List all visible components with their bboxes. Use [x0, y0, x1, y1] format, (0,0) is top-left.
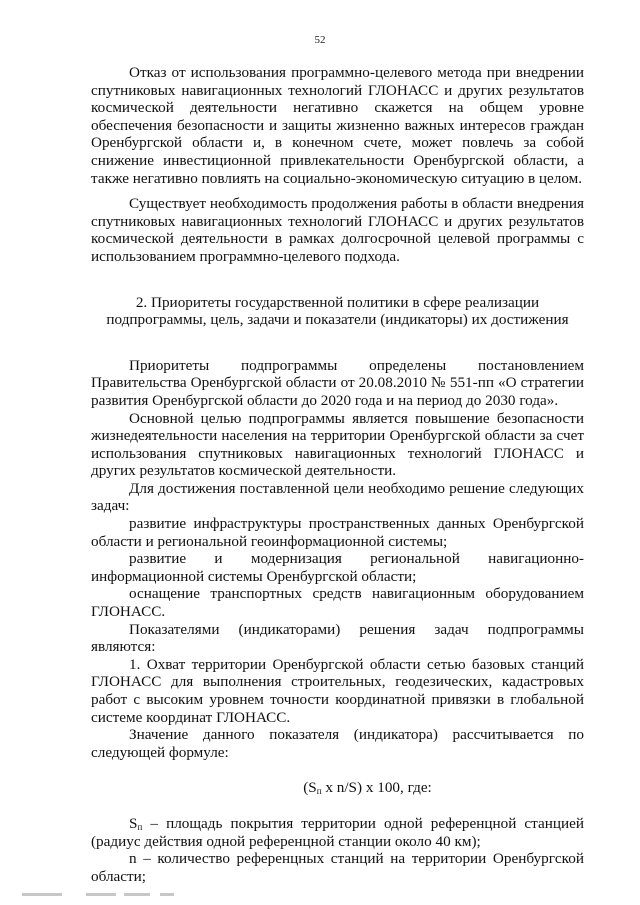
list-item: развитие инфраструктуры пространственных данных Оренбургской области и региональной геоинформационной системы;	[91, 515, 584, 550]
list-item: оснащение транспортных средств навигационным оборудованием ГЛОНАСС.	[91, 585, 584, 621]
formula-rest: х n/S) х 100, где:	[321, 779, 432, 797]
list-item: развитие и модернизация региональной навигационно-информационной системы Оренбургской области;	[91, 550, 584, 585]
section-heading: 2. Приоритеты государственной политики в сфере реализации подпрограммы, цель, задачи и показатели (индикаторы) их достижения	[106, 293, 569, 329]
sp-text: – площадь покрытия территории одной референцной станцией (радиус действия одной референцной станции около 40 км);	[91, 814, 584, 850]
sp-symbol: S	[129, 814, 138, 832]
page-number: 52	[314, 34, 326, 46]
formula-open: (S	[303, 779, 317, 797]
paragraph: Приоритеты подпрограммы определены постановлением Правительства Оренбургской области от 20.08.2010 № 551-пп «О стратегии развития Оренбургской области до 2020 года и на период до 2030 года».	[91, 356, 584, 409]
footer-scan-marks	[0, 893, 640, 899]
paragraph: 1. Охват территории Оренбургской области сетью базовых станций ГЛОНАСС для выполнения строительных, геодезических, кадастровых работ с высоким уровнем точности координатной привязки в глобальной системе координат ГЛОНАСС.	[91, 655, 584, 726]
formula-subscript: п	[316, 786, 322, 797]
paragraph: Показателями (индикаторами) решения задач подпрограммы являются:	[91, 620, 584, 656]
definition-sp	[91, 815, 584, 850]
sp-subscript: п	[137, 821, 143, 832]
formula	[91, 779, 584, 797]
paragraph: Отказ от использования программно-целевого метода при внедрении спутниковых навигационных технологий ГЛОНАСС и других результатов космической деятельности негативно скажется на общем уровне обеспечения безопасности и защиты жизненно важных интересов граждан Оренбургской области и, в конечном счете, может повлечь за собой снижение инвестиционной привлекательности Оренбургской области, а также негативно повлиять на социально-экономическую ситуацию в целом.	[91, 64, 584, 187]
paragraph: Существует необходимость продолжения работы в области внедрения спутниковых навигационных технологий ГЛОНАСС и других результатов космической деятельности в рамках долгосрочной целевой программы с использованием программно-целевого подхода.	[91, 195, 584, 265]
paragraph: Значение данного показателя (индикатора) рассчитывается по следующей формуле:	[91, 726, 584, 761]
paragraph: Основной целью подпрограммы является повышение безопасности жизнедеятельности населения на территории Оренбургской области за счет использования спутниковых навигационных технологий ГЛОНАСС и других результатов космической деятельности.	[91, 409, 584, 480]
definition-n: n – количество референцных станций на территории Оренбургской области;	[91, 850, 584, 885]
document-body	[91, 64, 584, 885]
paragraph: Для достижения поставленной цели необходимо решение следующих задач:	[91, 479, 584, 515]
